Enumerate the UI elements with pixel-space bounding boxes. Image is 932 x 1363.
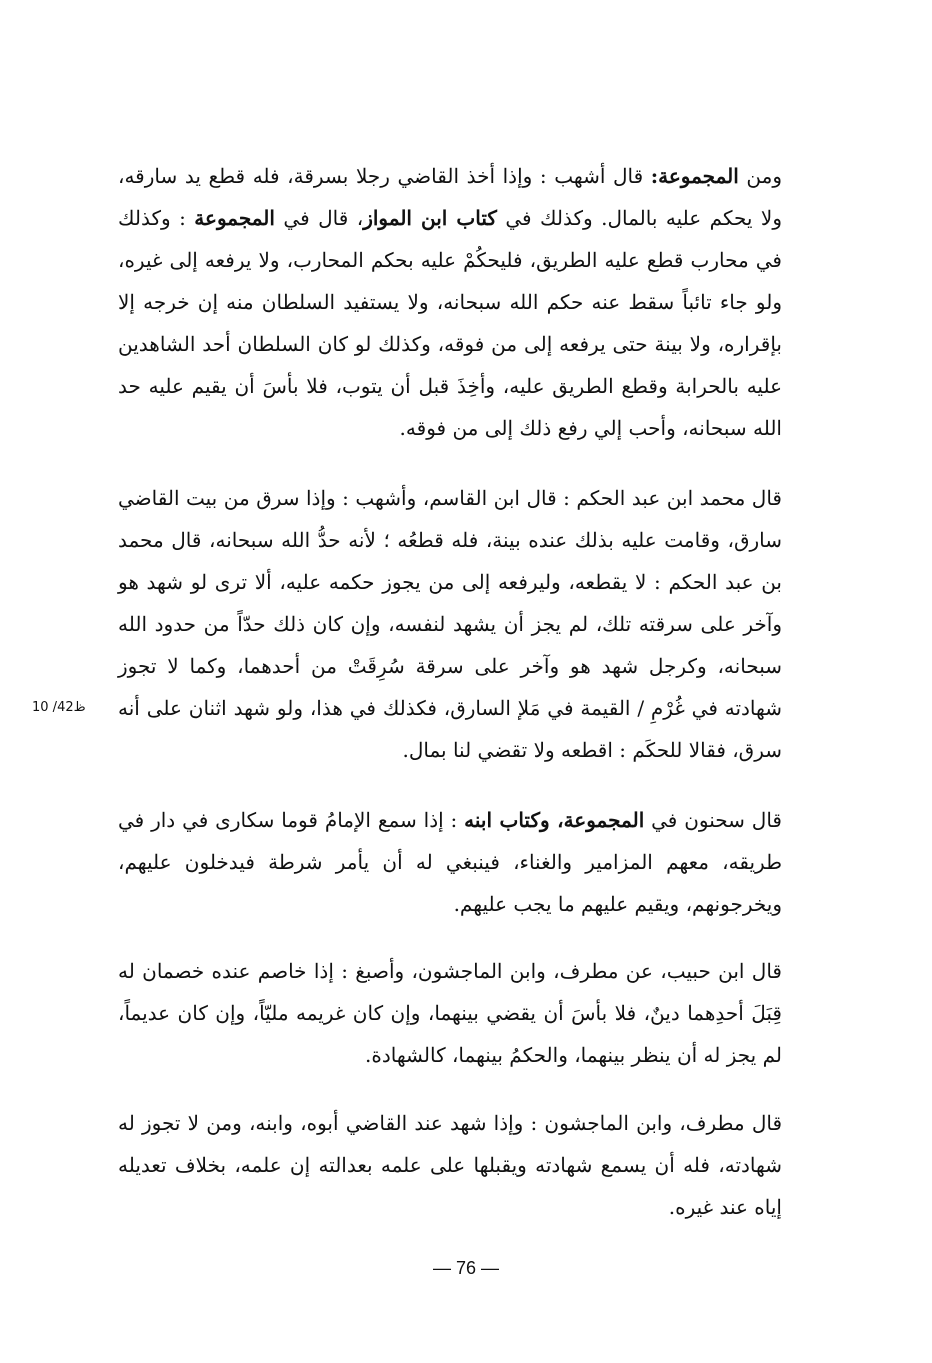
bold-source-reference: المجموعة، وكتاب ابنه bbox=[464, 808, 645, 832]
paragraph-4 bbox=[118, 950, 782, 1076]
paragraph-text: قال سحنون في bbox=[644, 808, 782, 832]
page-number: — 76 — bbox=[432, 1258, 500, 1278]
paragraph-5 bbox=[118, 1102, 782, 1228]
paragraph-1 bbox=[118, 155, 782, 449]
paragraph-text: قال محمد ابن عبد الحكم : قال ابن القاسم، وأشهب : وإذا سرق من بيت القاضي سارق، وقامت عليه بذلك عنده بينة، فله قطعُه ؛ لأنه حدُّ الله سبحانه، قال محمد بن عبد الحكم : لا يقطعه، وليرفعه إلى من يجوز حكمه عليه، ألا ترى لو شهد هو وآخر على سرقته تلك، لم يجز أن يشهد لنفسه، وإن كان ذلك حدّاً من حدود الله سبحانه، وكرجل شهد هو وآخر على سرقة سُرِقَتْ من أحدهما، وكما لا تجوز شهادته في غُرْمِ / القيمة في مَلإ السارق، فكذلك في هذا، ولو شهد اثنان على أنه سرق، فقالا للحكَم : اقطعه ولا تقضي لنا بمال. bbox=[118, 486, 782, 762]
paragraph-text: : إذا سمع الإمامُ قوما سكارى في دار في طريقه، معهم المزامير والغناء، فينبغي له أن يأمر شرطة فيدخلون عليهم، ويخرجونهم، ويقيم عليهم ما يجب عليهم. bbox=[118, 808, 782, 916]
paragraph-3 bbox=[118, 799, 782, 925]
bold-source-reference: كتاب ابن المواز bbox=[363, 206, 497, 230]
paragraph-text: قال مطرف، وابن الماجشون : وإذا شهد عند القاضي أبوه، وابنه، ومن لا تجوز له شهادته، فله أن يسمع شهادته ويقبلها على علمه بعدالته إن علمه، بخلاف تعديله إياه عند غيره. bbox=[118, 1111, 782, 1219]
paragraph-text: قال ابن حبيب، عن مطرف، وابن الماجشون، وأصبغ : إذا خاصم عنده خصمان له قِبَلَ أحدِهما دينٌ، فلا بأسَ أن يقضي بينهما، وإن كان غريمه مليّاً، وإن كان عديماً، لم يجز له أن ينظر بينهما، والحكمُ بينهما، كالشهادة. bbox=[118, 959, 782, 1067]
folio-margin-note: ظ42/ 10 bbox=[32, 700, 86, 715]
paragraph-2 bbox=[118, 477, 782, 771]
bold-source-reference: المجموعة bbox=[194, 206, 275, 230]
bold-source-reference: المجموعة: bbox=[650, 164, 739, 188]
paragraph-text: : وكذلك في محارب قطع عليه الطريق، فليحكُمْ عليه بحكم المحارب، ولا يرفعه إلى غيره، ولو جاء تائباً سقط عنه حكم الله سبحانه، ولا يستفيد السلطان منه إن خرجه إلا بإقراره، ولا بينة حتى يرفعه إلى من فوقه، وكذلك لو كان السلطان أحد الشاهدين عليه بالحرابة وقطع الطريق عليه، وأخِذَ قبل أن يتوب، فلا بأسَ أن يقيم عليه حد الله سبحانه، وأحب إلي رفع ذلك إلى من فوقه. bbox=[118, 206, 782, 440]
paragraph-text: ومن bbox=[738, 164, 782, 188]
paragraph-text: ، قال في bbox=[274, 206, 364, 230]
paragraph-text: قال أشهب : وإذا أخذ القاضي رجلا بسرقة، فله قطع يد سارقه، ولا يحكم عليه بالمال. وكذلك في bbox=[118, 164, 782, 230]
